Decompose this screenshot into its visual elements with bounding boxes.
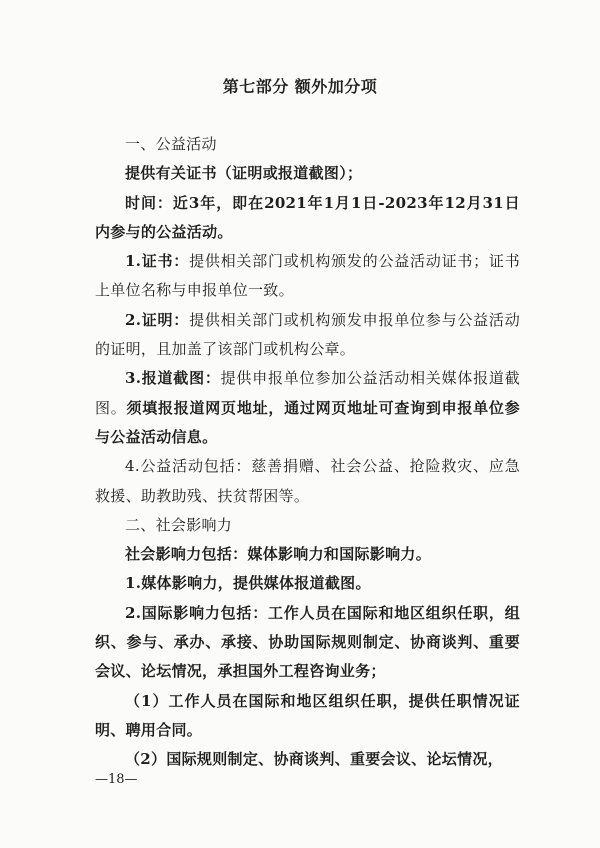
item-lead: 1.证书：: [125, 252, 190, 271]
document-body: [95, 130, 520, 775]
item-activity-types: 4.公益活动包括：慈善捐赠、社会公益、抢险救灾、应急救援、助教助残、扶贫帮困等。: [95, 457, 520, 505]
section-heading-social-influence: 二、社会影响力: [125, 515, 233, 534]
item-certificate: [95, 247, 520, 306]
item-body: 提供申报单位参加公益活动相关媒体报道截图。: [95, 369, 521, 417]
item-body-emphasis: 须填报报道网页地址，通过网页地址可查询到申报单位参与公益活动信息。: [95, 398, 520, 446]
section-heading-public-welfare: 一、公益活动: [125, 135, 217, 153]
page-title: 第七部分 额外加分项: [222, 77, 378, 96]
influence-summary: 社会影响力包括：媒体影响力和国际影响力。: [125, 545, 432, 564]
item-body: 提供相关部门或机构颁发的公益活动证书；证书上单位名称与申报单位一致。: [95, 252, 520, 300]
item-media-influence: 1.媒体影响力，提供媒体报道截图。: [125, 574, 371, 593]
item-lead: 2.证明：: [125, 310, 190, 329]
page-number: —18—: [95, 772, 138, 787]
item-proof: [95, 306, 520, 365]
item-report-screenshot: [95, 364, 520, 452]
item-international-influence: 2.国际影响力包括：工作人员在国际和地区组织任职，组织、参与、承办、承接、协助国际规则制定、协商谈判、重要会议、论坛情况，承担国外工程咨询业务；: [95, 603, 520, 681]
item-body: 提供相关部门或机构颁发申报单位参与公益活动的证明，且加盖了该部门或机构公章。: [95, 310, 520, 359]
item-lead: 3.报道截图：: [125, 369, 221, 388]
requirement-line: 提供有关证书（证明或报道截图）；: [125, 164, 363, 183]
time-range-line: 时间：近3年，即在2021年1月1日-2023年12月31日内参与的公益活动。: [95, 193, 520, 241]
sub-item-1: （1）工作人员在国际和地区组织任职，提供任职情况证明、聘用合同。: [95, 691, 520, 739]
sub-item-2: （2）国际规则制定、协商谈判、重要会议、论坛情况，: [125, 750, 503, 769]
